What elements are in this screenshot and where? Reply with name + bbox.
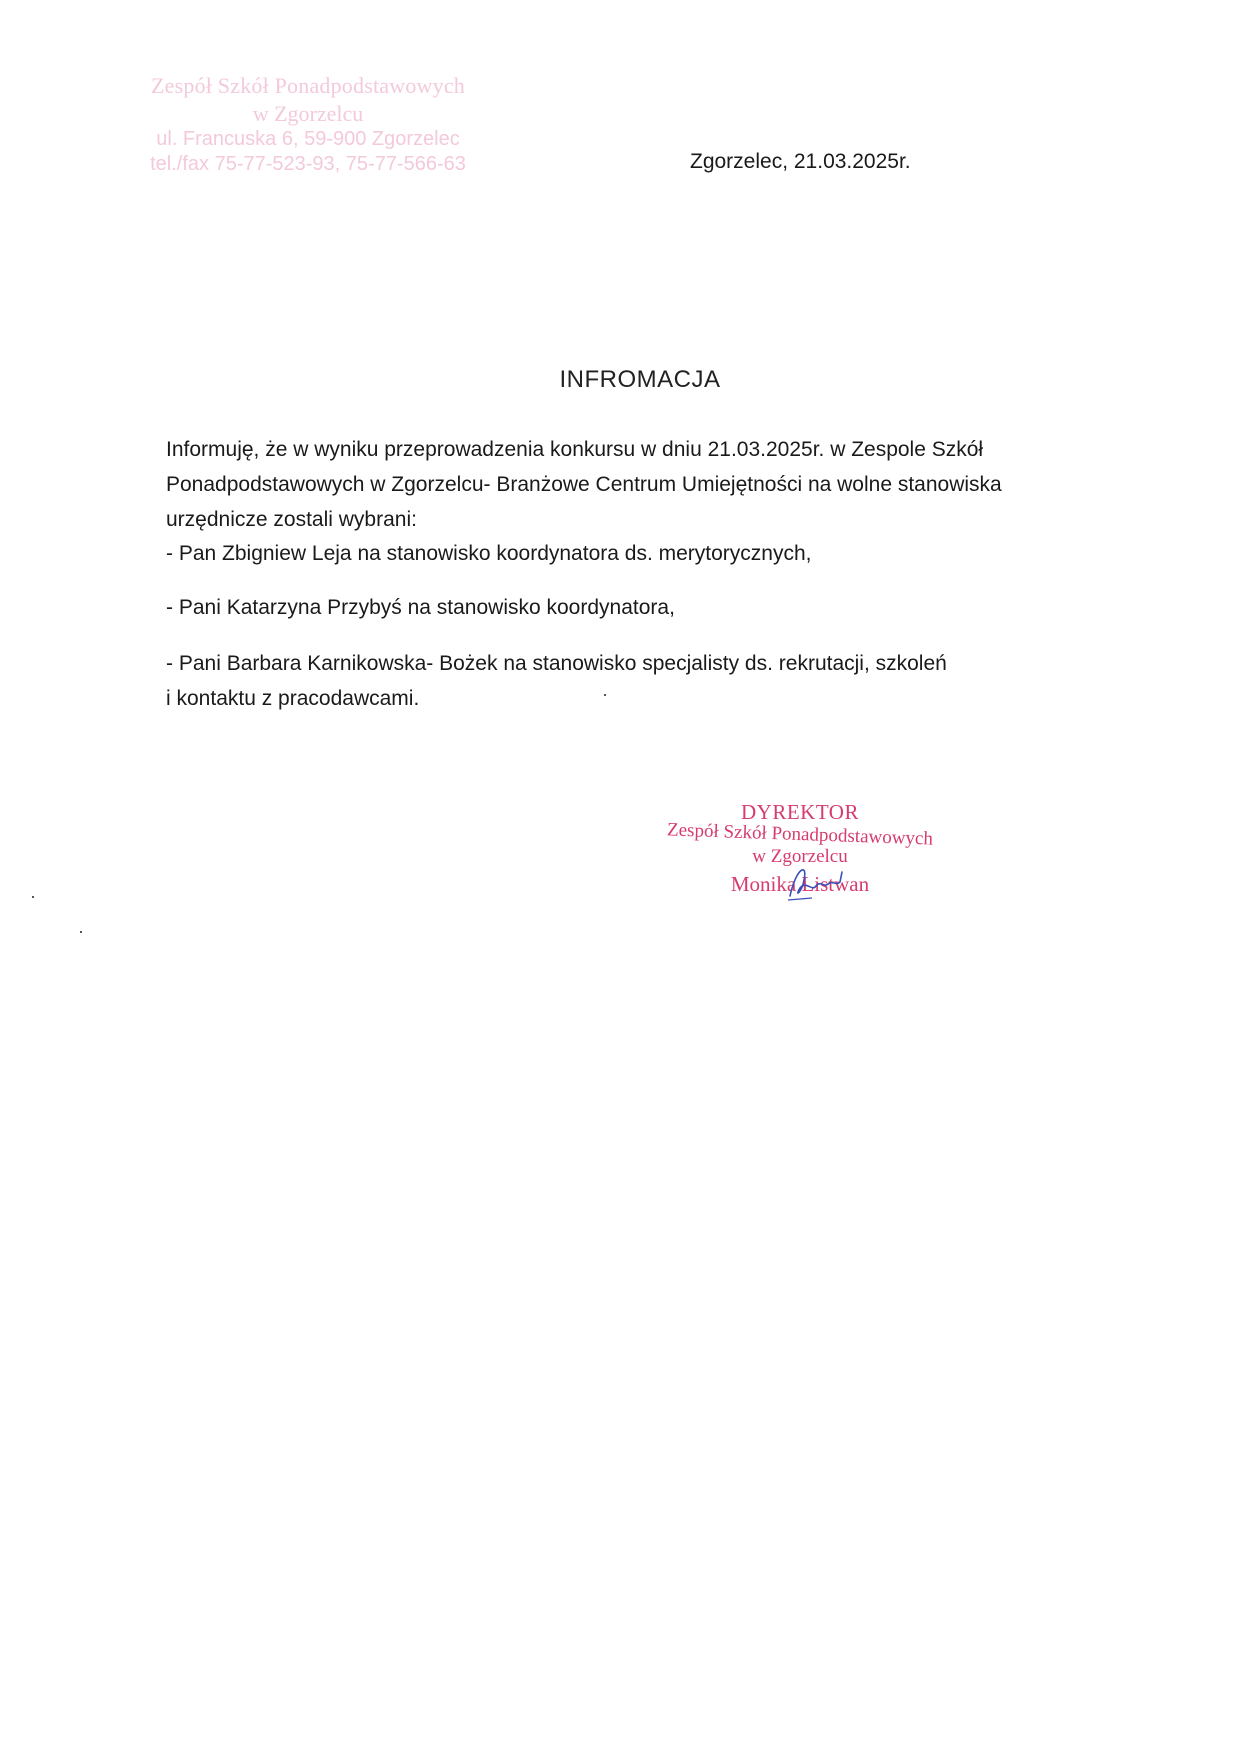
intro-line: urzędnicze zostali wybrani: — [166, 508, 417, 531]
intro-line: Informuję, że w wyniku przeprowadzenia konkursu w dniu 21.03.2025r. w Zespole Szkół — [166, 438, 984, 461]
institution-header-stamp — [138, 72, 478, 177]
stamp-address: ul. Francuska 6, 59-900 Zgorzelec — [156, 128, 460, 150]
document-title: INFROMACJA — [559, 366, 721, 393]
scan-speck — [32, 896, 34, 898]
selected-candidate-2: - Pani Katarzyna Przybyś na stanowisko koordynatora, — [166, 596, 675, 619]
stamp-phone: tel./fax 75-77-523-93, 75-77-566-63 — [150, 153, 466, 175]
selected-candidate-3 — [166, 646, 1066, 716]
selected-candidate-1: - Pan Zbigniew Leja na stanowisko koordynatora ds. merytorycznych, — [166, 542, 812, 565]
place-and-date: Zgorzelec, 21.03.2025r. — [690, 150, 911, 173]
intro-line: Ponadpodstawowych w Zgorzelcu- Branżowe Centrum Umiejętności na wolne stanowiska — [166, 473, 1002, 496]
candidate-3-line-1: - Pani Barbara Karnikowska- Bożek na stanowisko specjalisty ds. rekrutacji, szkoleń — [166, 652, 947, 675]
stamp-institution: Zespół Szkół Ponadpodstawowych — [666, 819, 934, 850]
candidate-3-line-2: i kontaktu z pracodawcami. — [166, 687, 420, 710]
stamp-role: DYREKTOR — [741, 800, 859, 824]
intro-paragraph — [166, 432, 1096, 537]
scan-speck — [604, 694, 606, 696]
stamp-institution-name: Zespół Szkół Ponadpodstawowych — [151, 73, 465, 98]
stamp-director-name: Monika Listwan — [730, 871, 870, 896]
handwritten-signature — [782, 858, 852, 908]
stamp-city: w Zgorzelcu — [252, 100, 364, 126]
stamp-city: w Zgorzelcu — [752, 845, 848, 867]
scan-speck — [80, 931, 82, 933]
